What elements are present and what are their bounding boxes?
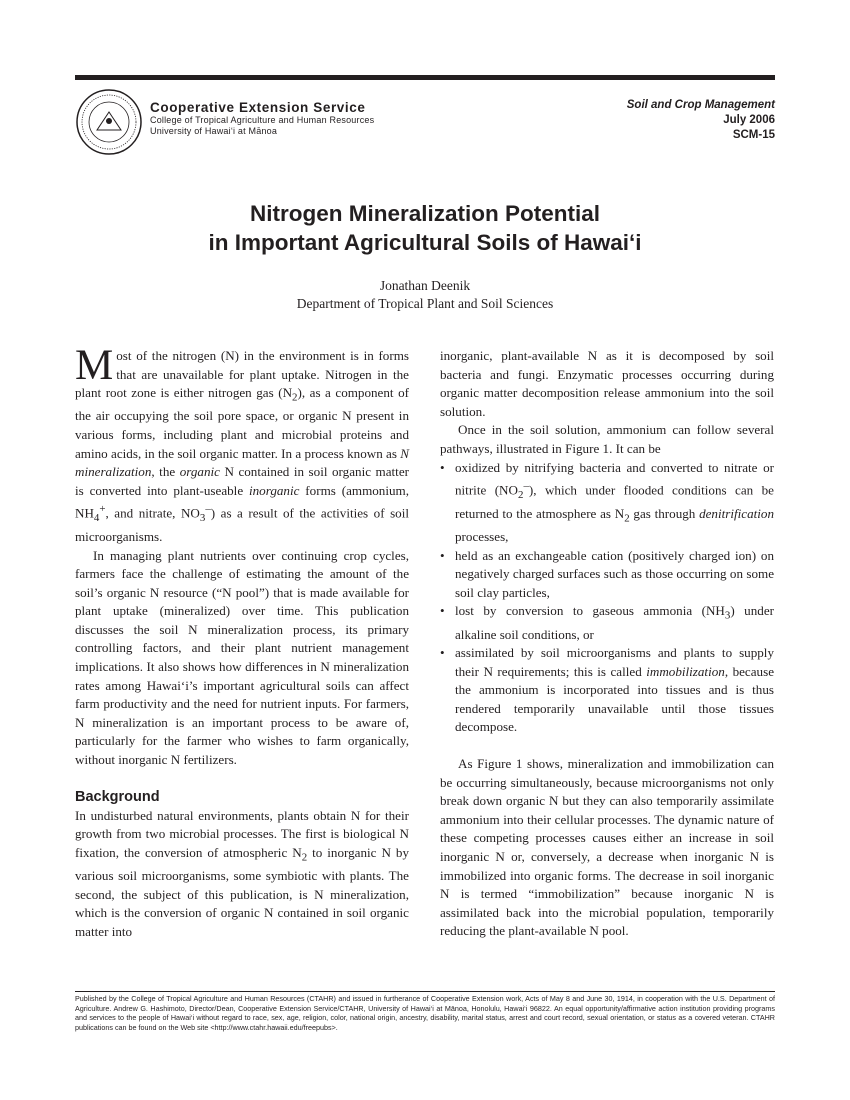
college-name: College of Tropical Agriculture and Human Resources <box>150 115 375 125</box>
publication-footer: Published by the College of Tropical Agriculture and Human Resources (CTAHR) and issued in furtherance of Cooperative Extension work, Acts of May 8 and June 30, 1914, in cooperation with the U.S. Department of Agriculture. Andrew G. Hashimoto, Director/Dean, Cooperative Extension Service/CTAHR, University of Hawai‘i at Mānoa, Honolulu, Hawai‘i 96822. An equal opportunity/affirmative action institution providing programs and services to the people of Hawai‘i without regard to race, sex, age, religion, color, national origin, ancestry, disability, marital status, arrest and court record, sexual orientation, or status as a covered veteran. CTAHR publications can be found on the Web site <http://www.ctahr.hawaii.edu/freepubs>. <box>75 994 775 1032</box>
left-column <box>75 342 409 941</box>
series-info <box>627 98 775 143</box>
paragraph-figure-1: As Figure 1 shows, mineralization and immobilization can be occurring simultaneously, because microorganisms not only break down organic N but they can also temporarily assimilate ammonium into their cellular processes. The dynamic nature of these competing processes causes either an increase in soil inorganic N or, conversely, a decrease when inorganic N is immobilized into organic forms. The decrease in soil inorganic N is termed “immobilization” because inorganic N is assimilated back into the microbial population, temporarily reducing the plant-available N pool. <box>440 756 774 939</box>
paragraph-crop-cycles: In managing plant nutrients over continuing crop cycles, farmers face the challenge of estimating the amount of the soil’s organic N resource (“N pool”) that is made available for plant uptake (mineralized) over time. This publication discusses the soil N mineralization process, its primary controlling factors, and their plant nutrient management implications. It also shows how differences in N mineralization rates among Hawai‘i’s important agricultural soils can affect farm productivity and the need for nutrient inputs. For farmers, N mineralization is an important process to be aware of, particularly for the farmer who wishes to farm organically, without inorganic N fertilizers. <box>75 547 409 768</box>
series-name: Soil and Crop Management <box>626 99 775 111</box>
university-seal-icon <box>75 88 143 156</box>
drop-cap: M <box>75 342 114 389</box>
section-heading-background: Background <box>75 788 160 805</box>
pathway-list <box>440 459 774 738</box>
list-item: • assimilated by soil microorganisms and plants to supply their N requirements; this is called immobilization, because the ammonium is incorporated into tissues and is thus rendered temporarily unavailable until those tissues decompose. <box>440 645 775 735</box>
author-block <box>75 277 775 313</box>
author-name: Jonathan Deenik <box>379 278 471 293</box>
author-department: Department of Tropical Plant and Soil Sciences <box>296 296 554 311</box>
bullet-icon: • <box>440 645 445 661</box>
list-item: • oxidized by nitrifying bacteria and converted to nitrate or nitrite $(NO_2^-)$, which under flooded conditions can be returned to the atmosphere as $N_2$ gas through denitrification processes, <box>440 459 774 544</box>
title-line-1: Nitrogen Mineralization Potential <box>249 201 601 226</box>
organization-name: Cooperative Extension Service <box>150 100 366 115</box>
paragraph-background: In undisturbed natural environments, plants obtain N for their growth from two microbial processes. The first is biological N fixation, the conversion of atmospheric $N_2$ to inorganic N by various soil microorganisms, some symbiotic with plants. The second, the subject of this publication, is N mineralization, which is the conversion of organic N contained in soil organic matter into <box>75 807 409 939</box>
publication-code: SCM-15 <box>732 129 775 141</box>
right-column <box>440 347 774 941</box>
intro-paragraph: Most of the nitrogen (N) in the environment is in forms that are unavailable for plant uptake. Nitrogen in the plant root zone is either nitrogen gas $(N_2)$, as a component of the air occupying the soil pore space, or organic N present in various forms, including plant and microbial proteins and amino acids, in the soil organic matter. In a process known as N mineralization, the organic N contained in soil organic matter is converted into plant-useable inorganic forms (ammonium, $NH_4^+$, and nitrate, $NO_3^-$) as a result of the activities of soil microorganisms. <box>75 342 409 544</box>
list-item: • held as an exchangeable cation (positively charged ion) on negatively charged surfaces such as those occurring on some soil clay particles, <box>440 547 774 600</box>
organization-block <box>150 100 374 136</box>
list-item: • lost by conversion to gaseous ammonia $(NH_3)$ under alkaline soil conditions, or <box>440 603 774 642</box>
bullet-icon: • <box>440 459 445 475</box>
footer-rule <box>75 991 775 992</box>
header-rule <box>75 75 775 80</box>
paragraph-gap <box>440 737 774 755</box>
document-title <box>75 199 775 257</box>
bullet-icon: • <box>440 547 445 563</box>
paragraph-inorganic: inorganic, plant-available N as it is decomposed by soil bacteria and fungi. Enzymatic processes occurring during organic matter decomposition release ammonium into the soil solution. <box>440 348 774 419</box>
bullet-icon: • <box>440 603 445 619</box>
title-line-2: in Important Agricultural Soils of Hawai‘i <box>208 230 642 255</box>
paragraph-pathways: Once in the soil solution, ammonium can follow several pathways, illustrated in Figure 1. It can be <box>440 422 774 456</box>
university-name: University of Hawai‘i at Mānoa <box>150 125 278 136</box>
publication-date: July 2006 <box>723 114 775 126</box>
